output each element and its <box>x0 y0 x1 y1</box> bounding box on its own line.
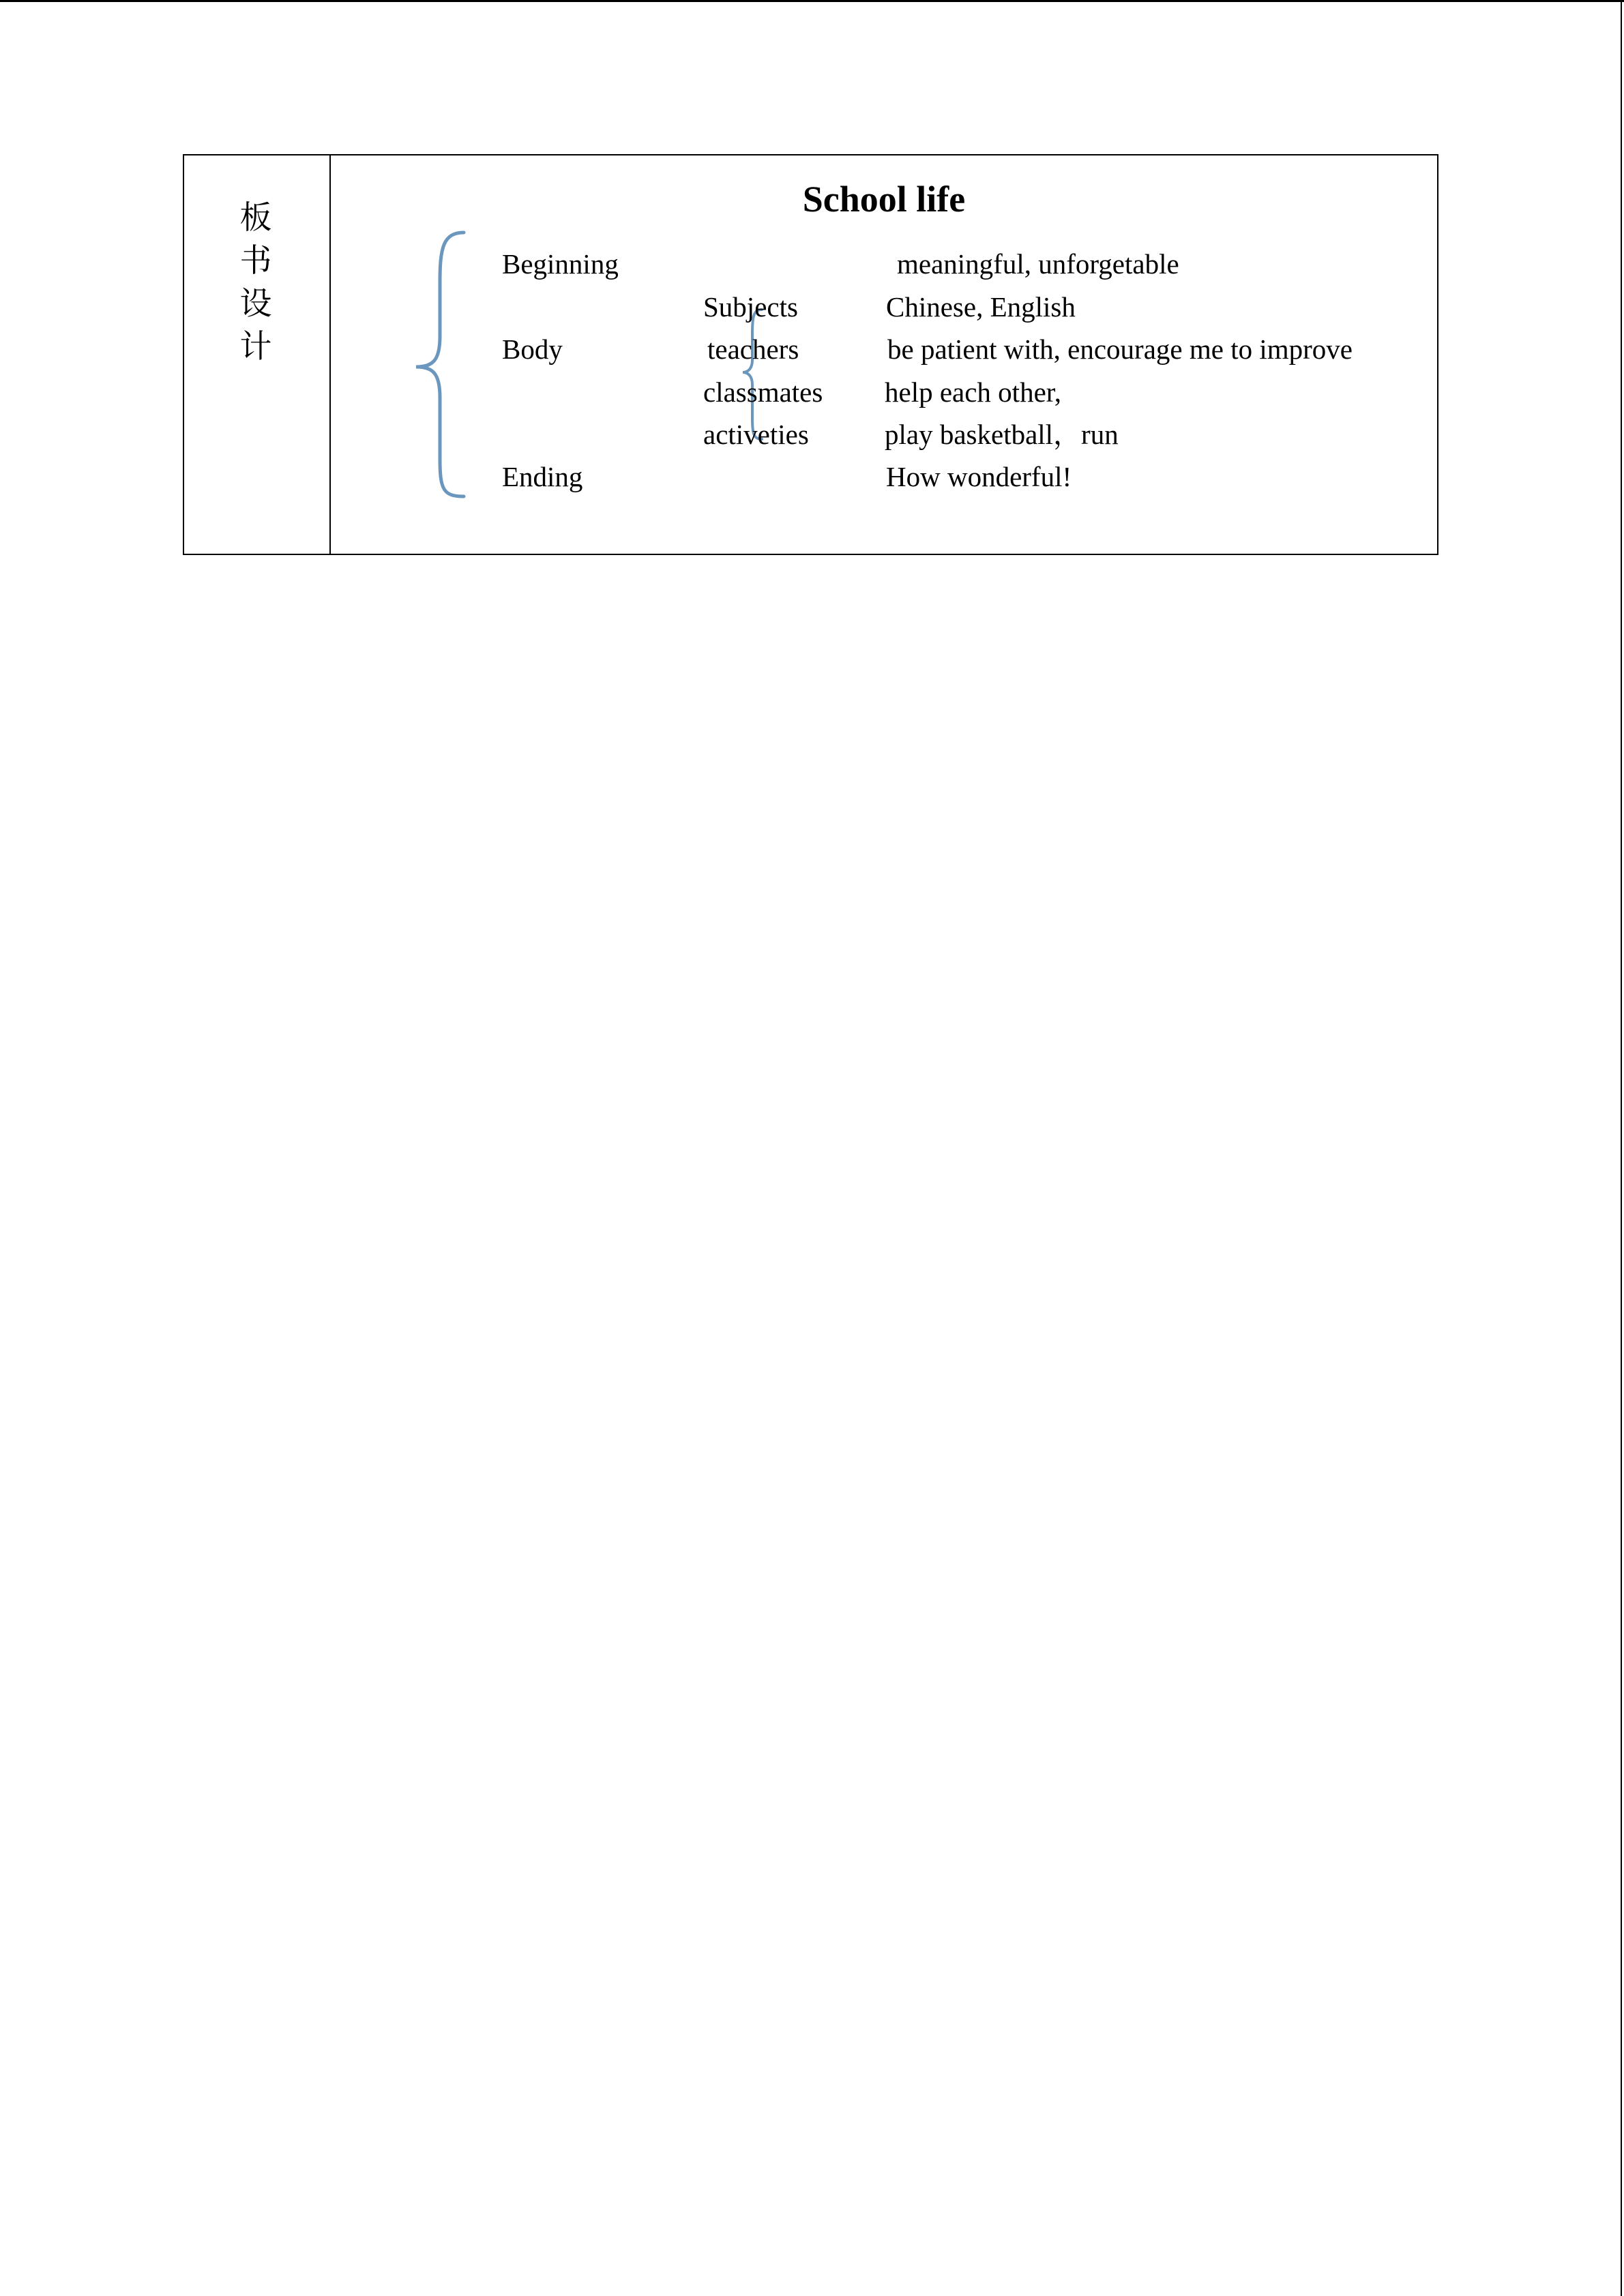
beginning-detail: meaningful, unforgetable <box>897 248 1179 280</box>
ending-detail: How wonderful! <box>886 461 1072 492</box>
beginning-heading: Beginning <box>502 248 619 280</box>
page-right-border <box>1621 0 1622 2296</box>
ending-heading: Ending <box>502 461 583 492</box>
outer-brace <box>416 227 471 500</box>
body-detail-teachers: be patient with, encourage me to improve <box>887 333 1353 365</box>
board-design-label: 板书设计 <box>239 199 272 366</box>
body-topic-classmates: classmates <box>703 376 823 408</box>
body-topic-teachers: teachers <box>707 333 799 365</box>
page-top-border <box>0 0 1624 2</box>
body-topic-subjects: Subjects <box>703 291 798 323</box>
body-topic-activities: activeties <box>703 419 809 450</box>
label-cell <box>184 155 331 554</box>
content-cell <box>331 155 1437 554</box>
board-title: School life <box>802 179 966 220</box>
body-detail-classmates: help each other, <box>885 376 1062 408</box>
body-detail-activities: play basketball，run <box>885 419 1119 450</box>
board-design-table <box>183 154 1438 555</box>
body-heading: Body <box>502 333 563 365</box>
body-detail-subjects: Chinese, English <box>886 291 1076 323</box>
